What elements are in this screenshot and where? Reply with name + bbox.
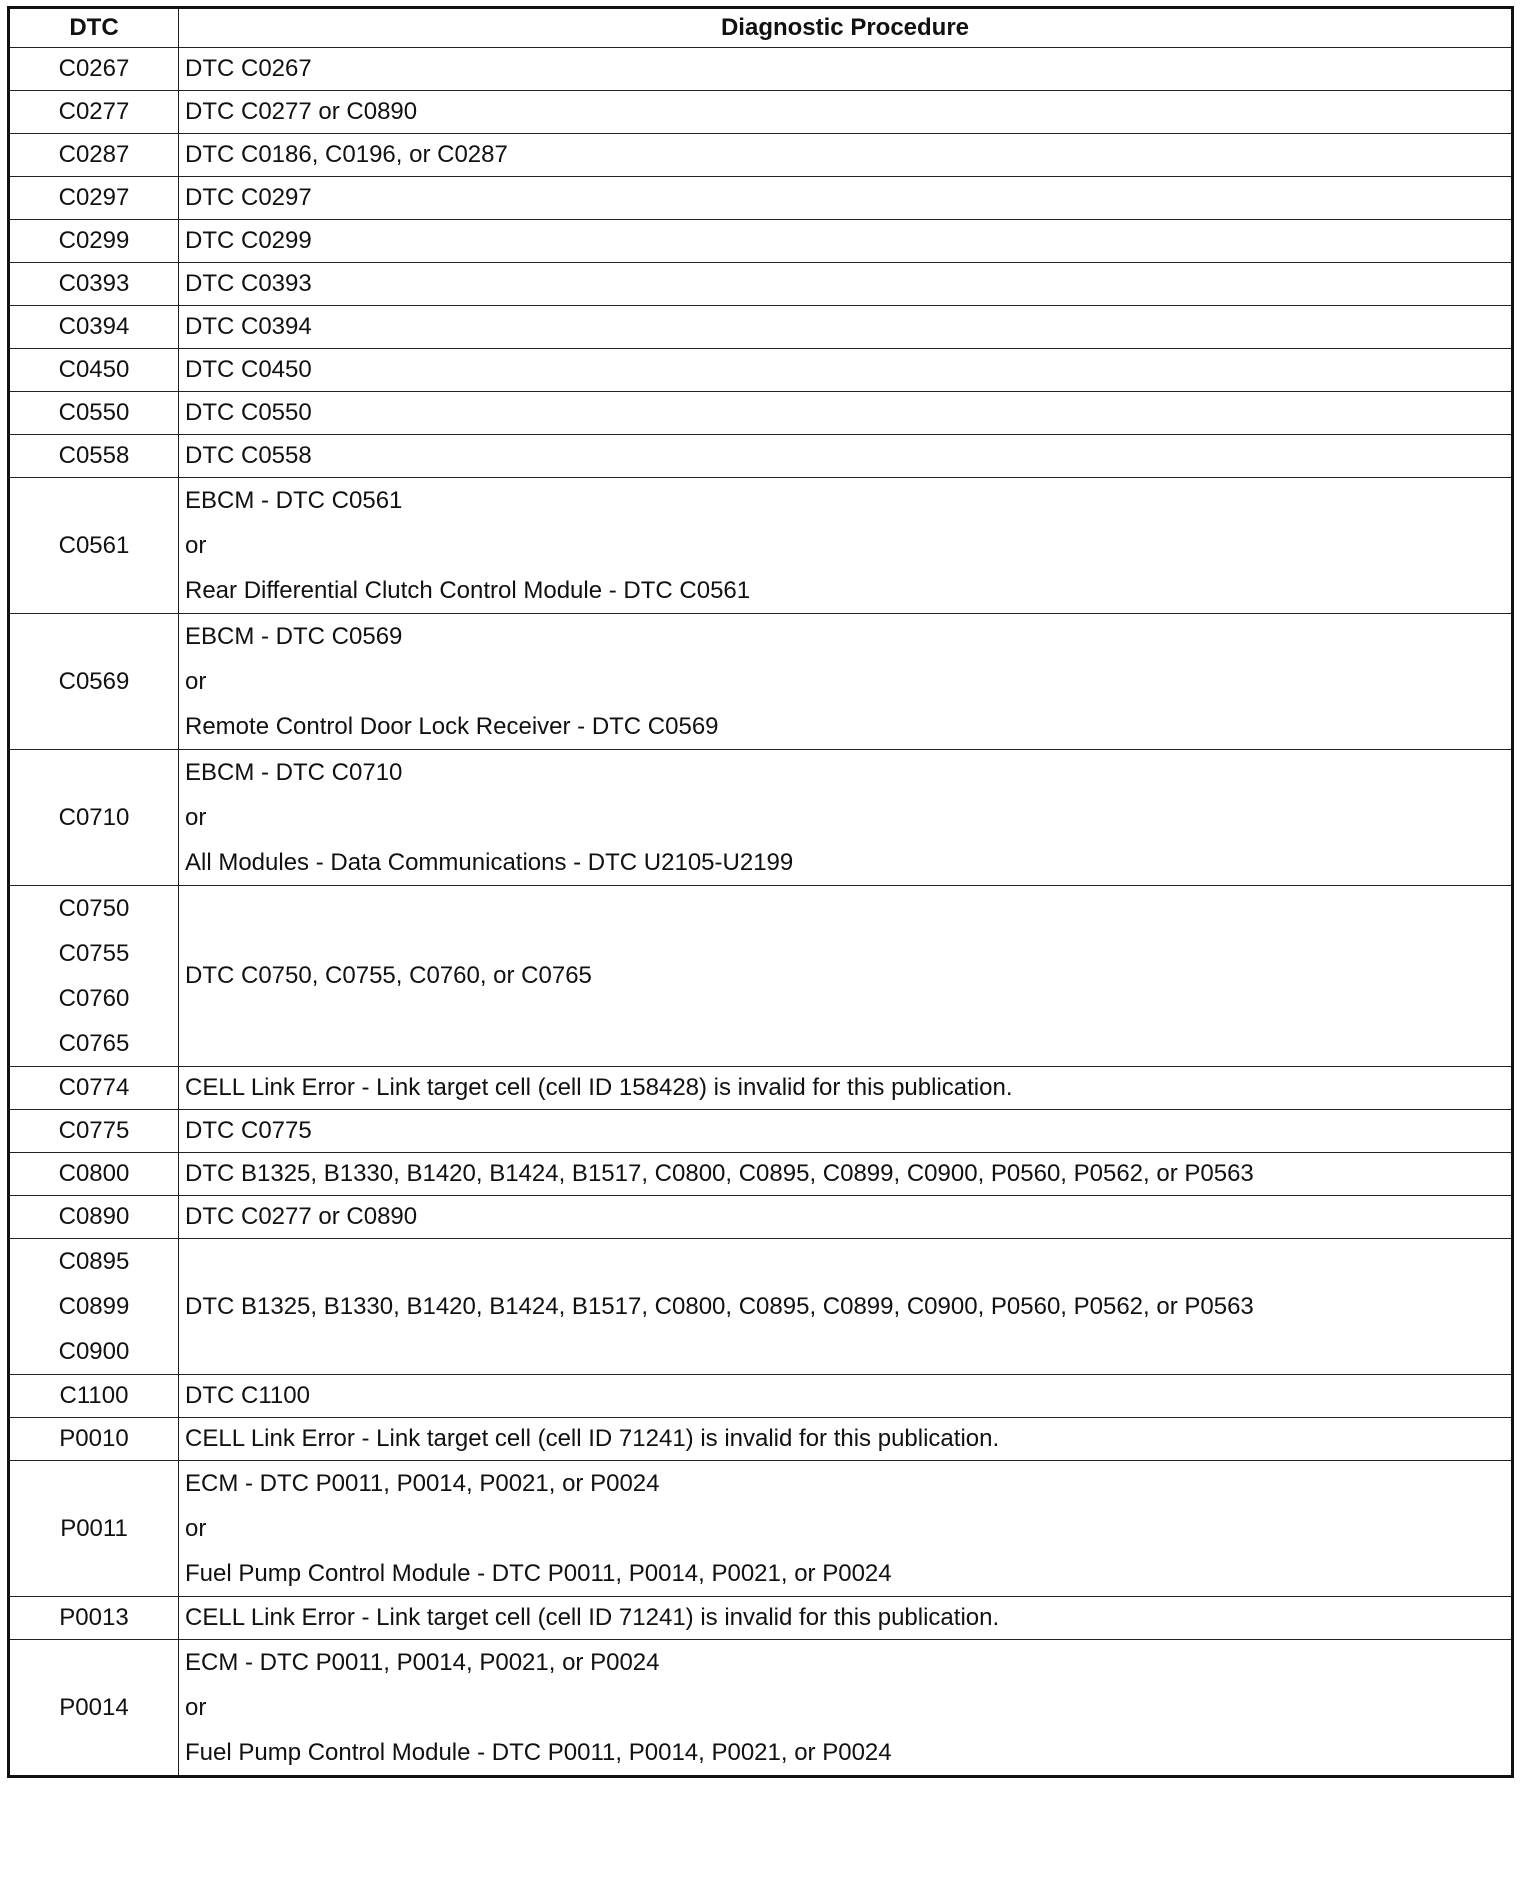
table-row: [9, 1640, 1513, 1777]
dtc-code: C0267: [58, 55, 130, 82]
dtc-code-cell: [9, 1640, 179, 1777]
diagnostic-procedure-cell: [179, 1239, 1513, 1375]
diagnostic-procedure-cell: [179, 134, 1513, 177]
procedure-link-text[interactable]: Remote Control Door Lock Receiver - DTC C0569: [185, 713, 719, 740]
dtc-code-cell: [9, 1153, 179, 1196]
table-row: [9, 1375, 1513, 1418]
table-row: [9, 1153, 1513, 1196]
procedure-link-text[interactable]: EBCM - DTC C0569: [185, 623, 403, 650]
table-row: [9, 48, 1513, 91]
dtc-code-cell: [9, 91, 179, 134]
procedure-or-separator: or: [185, 804, 207, 831]
dtc-code: C0561: [58, 531, 130, 559]
diagnostic-procedure-cell: [179, 1461, 1513, 1597]
dtc-code-cell: [9, 435, 179, 478]
procedure-link-text[interactable]: All Modules - Data Communications - DTC U2105-U2199: [185, 849, 794, 876]
dtc-code: C0297: [58, 184, 130, 211]
dtc-code: C0393: [58, 270, 130, 297]
dtc-code-cell: [9, 306, 179, 349]
procedure-link-text[interactable]: DTC C1100: [185, 1382, 310, 1409]
dtc-code: C0750: [58, 895, 130, 922]
dtc-code-cell: [9, 1239, 179, 1375]
dtc-code-cell: [9, 1196, 179, 1239]
header-dtc: DTC: [9, 8, 179, 48]
table-body: [9, 48, 1513, 1777]
procedure-link-text[interactable]: CELL Link Error - Link target cell (cell ID 71241) is invalid for this publication.: [185, 1604, 1000, 1631]
dtc-code: C0550: [58, 399, 130, 426]
table-row: [9, 1067, 1513, 1110]
dtc-code: P0013: [59, 1604, 129, 1631]
diagnostic-procedure-cell: [179, 306, 1513, 349]
procedure-link-text[interactable]: EBCM - DTC C0561: [185, 487, 403, 514]
table-row: [9, 392, 1513, 435]
diagnostic-procedure-cell: [179, 392, 1513, 435]
procedure-link-text[interactable]: DTC C0775: [185, 1117, 312, 1144]
table-row: [9, 1418, 1513, 1461]
diagnostic-procedure-cell: [179, 478, 1513, 614]
table-row: [9, 134, 1513, 177]
procedure-link-text[interactable]: DTC C0277 or C0890: [185, 98, 418, 125]
diagnostic-procedure-cell: [179, 1597, 1513, 1640]
dtc-code: P0014: [59, 1693, 129, 1721]
diagnostic-procedure-cell: [179, 91, 1513, 134]
dtc-code: C0895: [58, 1248, 130, 1275]
dtc-code: C0299: [58, 227, 130, 254]
dtc-code-cell: [9, 392, 179, 435]
table-row: [9, 750, 1513, 886]
table-row: [9, 1461, 1513, 1597]
table-row: [9, 177, 1513, 220]
procedure-link-text[interactable]: DTC C0267: [185, 55, 312, 82]
table-row: [9, 306, 1513, 349]
procedure-or-separator: or: [185, 668, 207, 695]
dtc-code: C0450: [58, 356, 130, 383]
procedure-link-text[interactable]: Fuel Pump Control Module - DTC P0011, P0014, P0021, or P0024: [185, 1739, 892, 1766]
diagnostic-procedure-cell: [179, 220, 1513, 263]
procedure-link-text[interactable]: Fuel Pump Control Module - DTC P0011, P0014, P0021, or P0024: [185, 1560, 892, 1587]
table-row: [9, 1597, 1513, 1640]
dtc-code-cell: [9, 1067, 179, 1110]
dtc-code: P0010: [59, 1425, 129, 1452]
procedure-link-text[interactable]: Rear Differential Clutch Control Module - DTC C0561: [185, 577, 751, 604]
procedure-link-text[interactable]: DTC B1325, B1330, B1420, B1424, B1517, C0800, C0895, C0899, C0900, P0560, P0562, or P0563: [185, 1292, 1254, 1320]
procedure-or-separator: or: [185, 532, 207, 559]
table-header: [9, 8, 1513, 48]
table-row: [9, 349, 1513, 392]
procedure-link-text[interactable]: DTC C0750, C0755, C0760, or C0765: [185, 962, 592, 989]
procedure-link-text[interactable]: DTC C0186, C0196, or C0287: [185, 141, 508, 168]
dtc-code: C1100: [59, 1382, 129, 1409]
dtc-code-cell: [9, 263, 179, 306]
table-row: [9, 263, 1513, 306]
table-row: [9, 220, 1513, 263]
diagnostic-procedure-cell: [179, 1067, 1513, 1110]
dtc-code-cell: [9, 1418, 179, 1461]
procedure-or-separator: or: [185, 1515, 207, 1542]
dtc-code: C0890: [58, 1203, 130, 1230]
procedure-link-text[interactable]: DTC C0393: [185, 270, 312, 297]
dtc-code: C0765: [58, 1030, 130, 1057]
procedure-link-text[interactable]: DTC C0550: [185, 399, 312, 426]
table-row: [9, 1110, 1513, 1153]
diagnostic-procedure-cell: [179, 263, 1513, 306]
dtc-code: C0755: [58, 940, 130, 967]
diagnostic-procedure-cell: [179, 177, 1513, 220]
table-row: [9, 91, 1513, 134]
dtc-code: C0287: [58, 141, 130, 168]
diagnostic-procedure-cell: [179, 349, 1513, 392]
procedure-link-text[interactable]: DTC C0297: [185, 184, 312, 211]
procedure-link-text[interactable]: DTC C0299: [185, 227, 312, 254]
dtc-code-cell: [9, 478, 179, 614]
dtc-code: C0394: [58, 313, 130, 340]
procedure-link-text[interactable]: DTC C0394: [185, 313, 312, 340]
dtc-code: C0800: [58, 1160, 130, 1187]
diagnostic-procedure-cell: [179, 435, 1513, 478]
diagnostic-procedure-cell: [179, 886, 1513, 1067]
dtc-code-cell: [9, 750, 179, 886]
dtc-code: C0899: [58, 1293, 130, 1320]
dtc-code: C0558: [58, 442, 130, 469]
diagnostic-procedure-cell: [179, 1153, 1513, 1196]
dtc-code: C0760: [58, 985, 130, 1012]
dtc-code: C0775: [58, 1117, 130, 1144]
dtc-code: C0900: [58, 1338, 130, 1365]
diagnostic-procedure-cell: [179, 1640, 1513, 1777]
table-row: [9, 886, 1513, 1067]
procedure-link-text[interactable]: DTC C0558: [185, 442, 312, 469]
dtc-code: C0774: [58, 1074, 130, 1101]
table-row: [9, 1239, 1513, 1375]
procedure-or-separator: or: [185, 1694, 207, 1721]
dtc-code-cell: [9, 1110, 179, 1153]
diagnostic-procedure-cell: [179, 1110, 1513, 1153]
dtc-code-cell: [9, 1375, 179, 1418]
dtc-code-cell: [9, 48, 179, 91]
table-row: [9, 1196, 1513, 1239]
procedure-link-text[interactable]: CELL Link Error - Link target cell (cell ID 71241) is invalid for this publication.: [185, 1425, 1000, 1452]
dtc-code-cell: [9, 886, 179, 1067]
diagnostic-procedure-cell: [179, 1375, 1513, 1418]
procedure-link-text[interactable]: DTC C0277 or C0890: [185, 1203, 418, 1230]
table-row: [9, 614, 1513, 750]
procedure-link-text[interactable]: CELL Link Error - Link target cell (cell ID 158428) is invalid for this publication.: [185, 1074, 1013, 1101]
procedure-link-text[interactable]: ECM - DTC P0011, P0014, P0021, or P0024: [185, 1649, 660, 1676]
diagnostic-procedure-cell: [179, 750, 1513, 886]
procedure-link-text[interactable]: EBCM - DTC C0710: [185, 759, 403, 786]
table-row: [9, 478, 1513, 614]
dtc-code: C0277: [58, 98, 130, 125]
dtc-code-cell: [9, 349, 179, 392]
dtc-code: P0011: [60, 1514, 128, 1542]
procedure-link-text[interactable]: ECM - DTC P0011, P0014, P0021, or P0024: [185, 1470, 660, 1497]
table-row: [9, 435, 1513, 478]
dtc-code-cell: [9, 614, 179, 750]
procedure-link-text[interactable]: DTC B1325, B1330, B1420, B1424, B1517, C0800, C0895, C0899, C0900, P0560, P0562, or P0563: [185, 1160, 1254, 1187]
dtc-code-cell: [9, 220, 179, 263]
dtc-code: C0569: [58, 667, 130, 695]
procedure-link-text[interactable]: DTC C0450: [185, 356, 312, 383]
diagnostic-procedure-cell: [179, 48, 1513, 91]
dtc-code-cell: [9, 134, 179, 177]
diagnostic-procedure-cell: [179, 1418, 1513, 1461]
diagnostic-procedure-cell: [179, 1196, 1513, 1239]
dtc-code: C0710: [58, 803, 130, 831]
diagnostic-procedure-cell: [179, 614, 1513, 750]
dtc-table: [7, 6, 1514, 1778]
dtc-code-cell: [9, 177, 179, 220]
dtc-code-cell: [9, 1597, 179, 1640]
header-row: [9, 8, 1513, 48]
dtc-code-cell: [9, 1461, 179, 1597]
header-diagnostic-procedure: Diagnostic Procedure: [179, 8, 1513, 48]
